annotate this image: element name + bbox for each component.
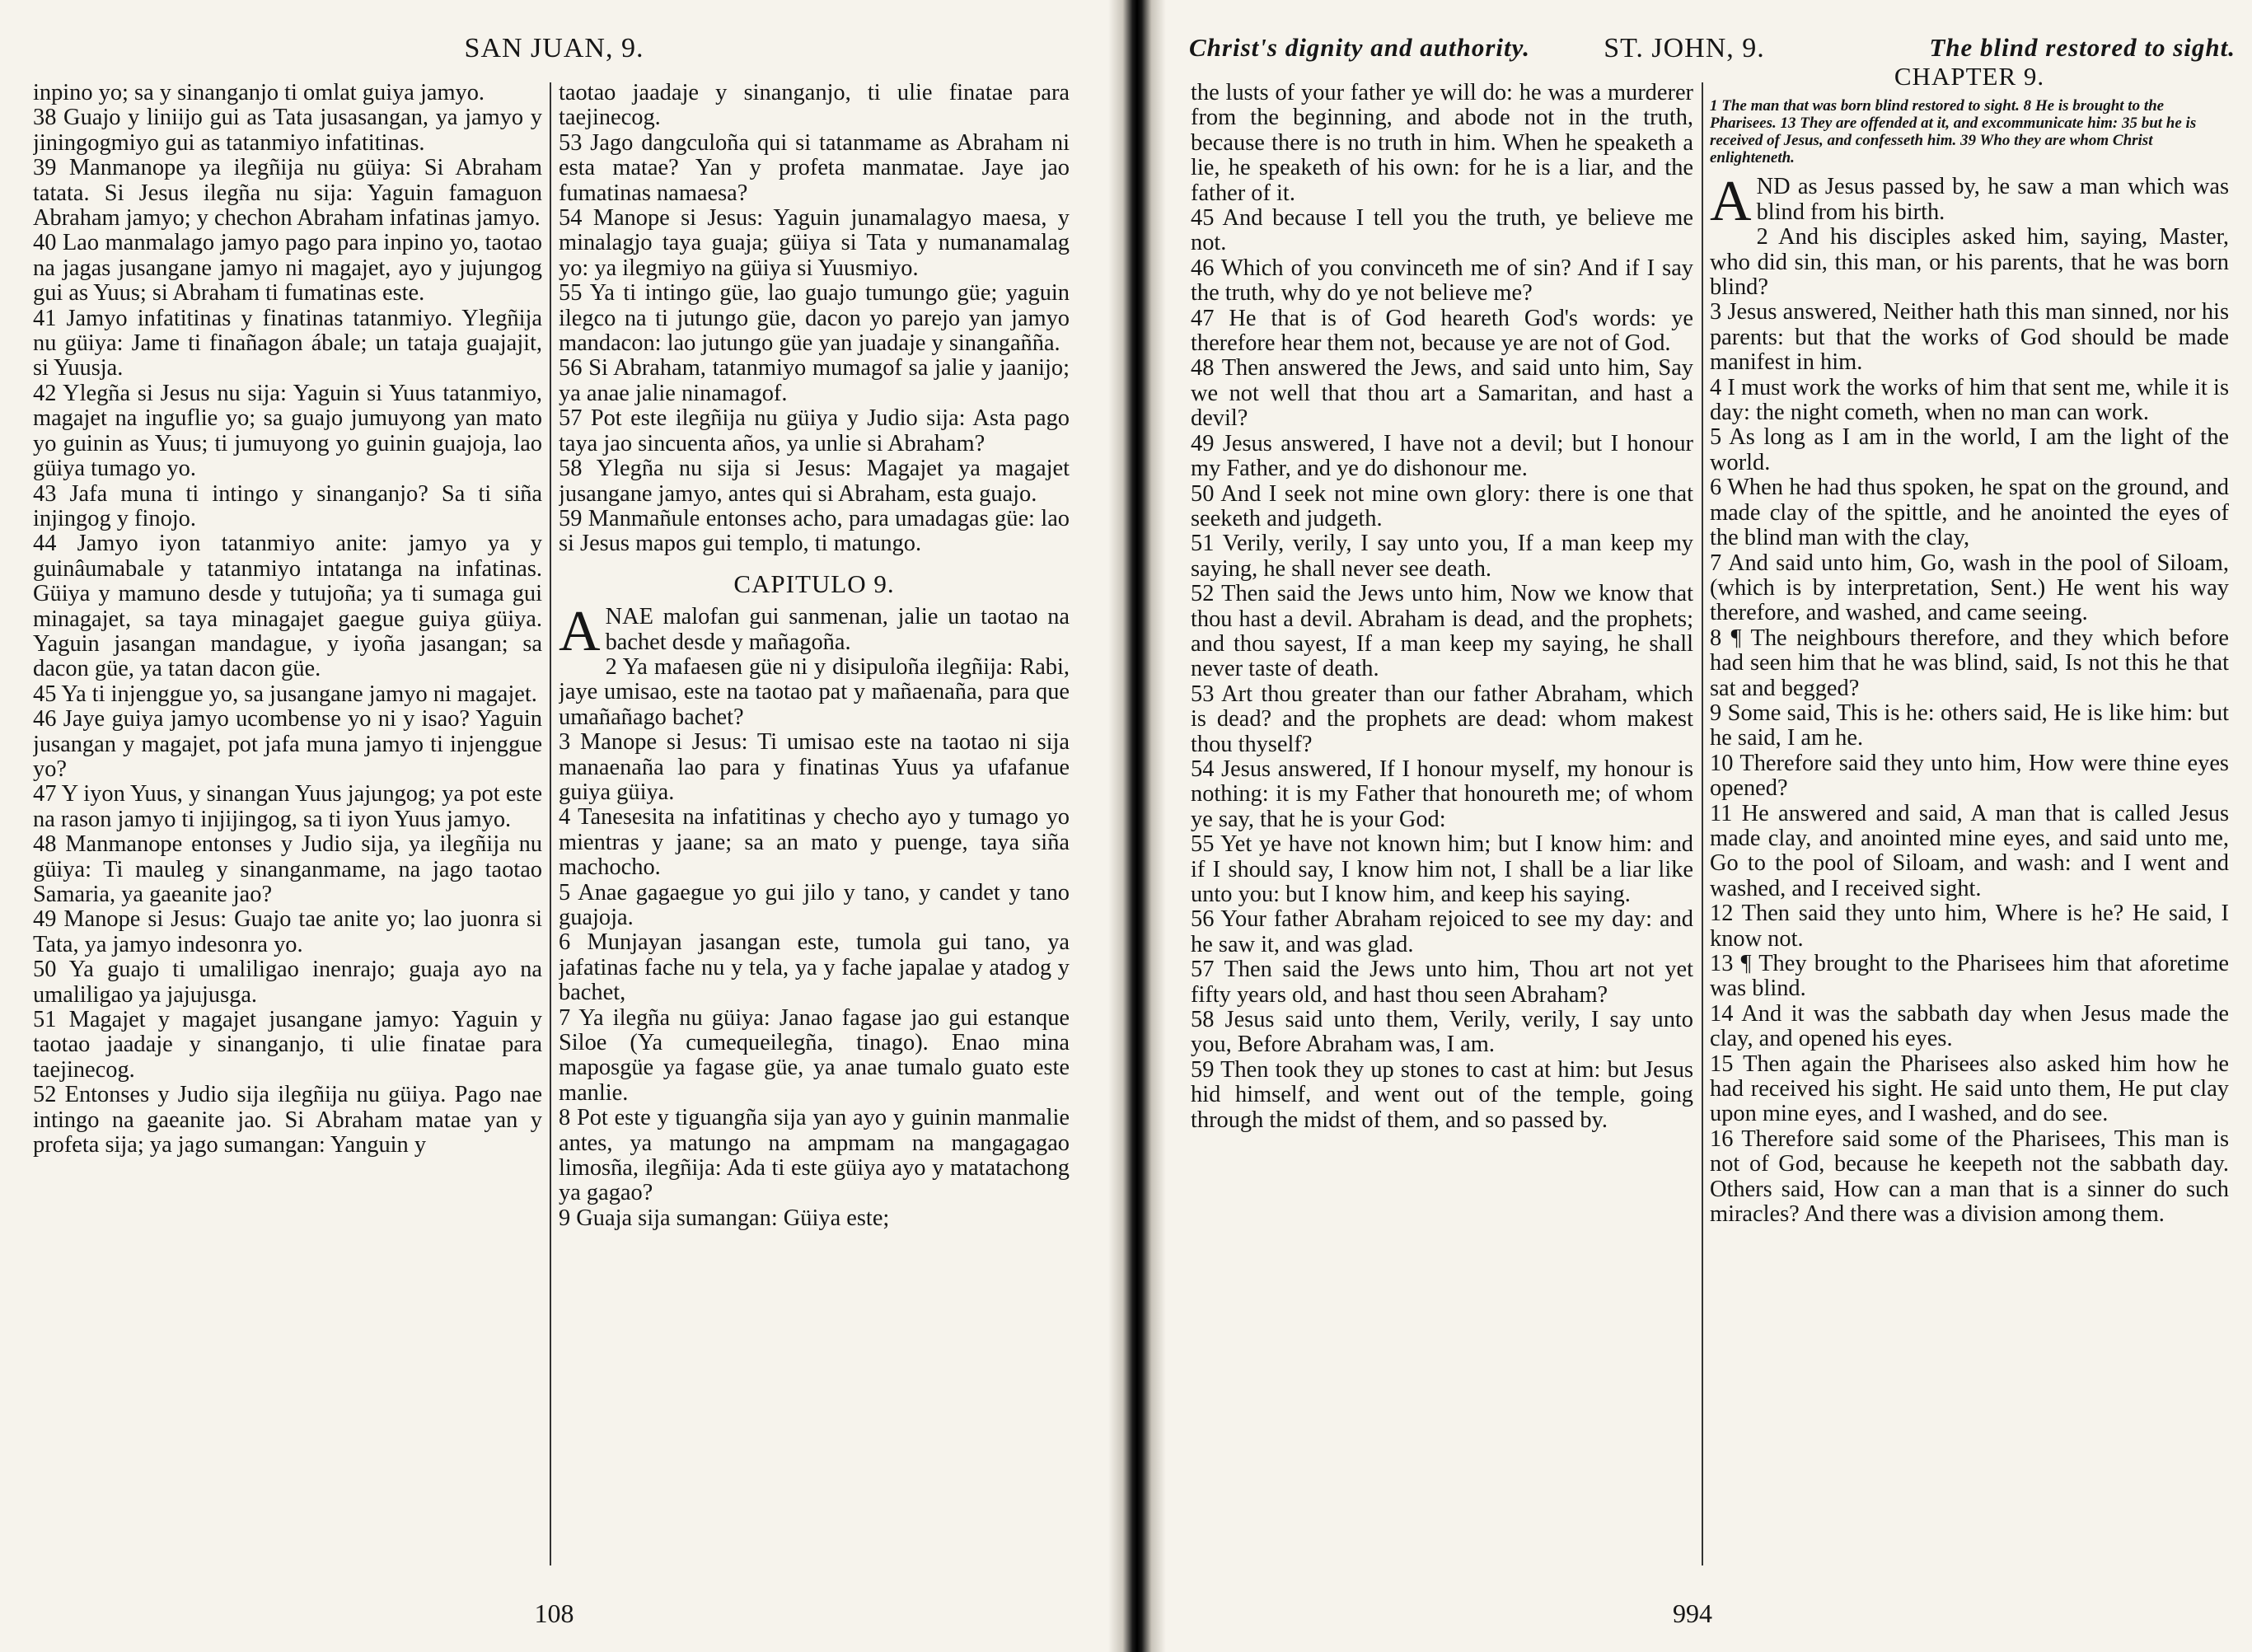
right-column-1 bbox=[1191, 81, 1693, 1570]
verse-paragraph: 7 Ya ilegña nu güiya: Janao fagase jao gui estanque Siloe (Ya cumequeilegña, tinago). Enao mina maposgüe ya fagase güe, ya anae tumalo guato este manlie. bbox=[559, 1004, 1070, 1106]
right-column-rule bbox=[1702, 82, 1703, 1565]
right-page bbox=[1166, 0, 2252, 1652]
left-header-title: SAN JUAN, 9. bbox=[464, 33, 644, 63]
left-col2-verses-bottom bbox=[559, 655, 1070, 1231]
left-column-2 bbox=[559, 81, 1070, 1570]
verse-paragraph: 54 Manope si Jesus: Yaguin junamalagyo maesa, y minalagjo taya guaja; güiya si Tata y numanamalag yo: ya ilegmiyo na güiya si Yuusmiyo. bbox=[559, 205, 1070, 281]
right-header-title: ST. JOHN, 9. bbox=[1604, 33, 1765, 63]
verse-paragraph: 49 Jesus answered, I have not a devil; but I honour my Father, and ye do dishonour me. bbox=[1191, 430, 1693, 482]
left-chapter-first-text: NAE malofan gui sanmenan, jalie un taotao na bachet desde y mañagoña. bbox=[605, 604, 1070, 655]
left-column-1 bbox=[33, 81, 542, 1570]
verse-paragraph: 45 Ya ti injenggue yo, sa jusangane jamyo ni magajet. bbox=[33, 681, 537, 707]
verse-paragraph: 48 Manmanope entonses y Judio sija, ya ilegñija nu güiya: Ti mauleg y sinanganmame, na jago taotao Samaria, ya gaeanite jao? bbox=[33, 831, 542, 907]
verse-paragraph: 58 Ylegña nu sija si Jesus: Magajet ya magajet jusangane jamyo, antes qui si Abraham, esta guajo. bbox=[559, 456, 1070, 507]
verse-paragraph: 59 Then took they up stones to cast at him: but Jesus hid himself, and went out of the temple, going through the midst of them, and so passed by. bbox=[1191, 1056, 1693, 1133]
verse-paragraph: 51 Magajet y magajet jusangane jamyo: Yaguin y taotao jaadaje y sinanganjo, ti ulie finatae para taejinecog. bbox=[33, 1007, 542, 1083]
verse-paragraph: 56 Si Abraham, tatanmiyo mumagof sa jalie y jaanijo; ya anae jalie ninamagof. bbox=[559, 355, 1070, 406]
verse-paragraph: 16 Therefore said some of the Pharisees, This man is not of God, because he keepeth not the sabbath day. Others said, How can a man that is a sinner do such miracles? And there was a division among them. bbox=[1710, 1126, 2229, 1228]
verse-paragraph: 12 Then said they unto him, Where is he? He said, I know not. bbox=[1710, 901, 2229, 952]
verse-paragraph: 15 Then again the Pharisees also asked him how he had received his sight. He said unto them, He put clay upon mine eyes, and I washed, and do see. bbox=[1710, 1051, 2229, 1127]
verse-paragraph: inpino yo; sa y sinanganjo ti omlat guiya jamyo. bbox=[33, 81, 485, 105]
verse-paragraph: 9 Guaja sija sumangan: Güiya este; bbox=[559, 1205, 890, 1231]
right-chapter-first-text: ND as Jesus passed by, he saw a man which was blind from his birth. bbox=[1756, 174, 2229, 225]
left-chapter-opening bbox=[559, 600, 1070, 664]
right-drop-cap: A bbox=[1710, 170, 1752, 234]
right-column-2 bbox=[1710, 58, 2229, 1570]
verse-paragraph: 4 I must work the works of him that sent me, while it is day: the night cometh, when no man can work. bbox=[1710, 374, 2229, 426]
right-chapter-opening bbox=[1710, 170, 2229, 234]
verse-paragraph: 41 Jamyo infatitinas y finatinas tatanmiyo. Ylegñija nu güiya: Jame ti finañagon ábale; un tataja guajajit, si Yuusja. bbox=[33, 305, 542, 381]
verse-paragraph: 11 He answered and said, A man that is called Jesus made clay, and anointed mine eyes, and said unto me, Go to the pool of Siloam, and wash: and I went and washed, and I received sight. bbox=[1710, 800, 2229, 901]
verse-paragraph: 59 Manmañule entonses acho, para umadagas güe: lao si Jesus mapos gui templo, ti matungo. bbox=[559, 505, 1070, 557]
verse-paragraph: 7 And said unto him, Go, wash in the pool of Siloam, (which is by interpretation, Sent.) He went his way therefore, and washed, and came seeing. bbox=[1710, 550, 2229, 626]
verse-paragraph: 57 Pot este ilegñija nu güiya y Judio sija: Asta pago taya jao sincuenta años, ya unlie si Abraham? bbox=[559, 405, 1070, 456]
verse-paragraph: 9 Some said, This is he: others said, He is like him: but he said, I am he. bbox=[1710, 700, 2229, 751]
verse-paragraph: 10 Therefore said they unto him, How were thine eyes opened? bbox=[1710, 750, 2229, 802]
verse-paragraph: 8 Pot este y tiguangña sija yan ayo y guinin manmalie antes, ya matungo na ampmam na mangagagao limosña, ilegñija: Ada ti este güiya ayo y matatachong ya gagao? bbox=[559, 1105, 1070, 1206]
verse-paragraph: 55 Yet ye have not known him; but I know him: and if I should say, I know him not, I shall be a liar like unto you: but I know him, and keep his saying. bbox=[1191, 831, 1693, 907]
right-chapter-summary: 1 The man that was born blind restored to sight. 8 He is brought to the Pharisees. 13 They are offended at it, and excommunicate him: 35 but he is received of Jesus, and confesseth him. 39 Who they are whom Christ enlighteneth. bbox=[1710, 97, 2197, 167]
verse-paragraph: 54 Jesus answered, If I honour myself, my honour is nothing: it is my Father that honoureth me; of whom ye say, that he is your God: bbox=[1191, 756, 1693, 832]
left-col2-verses-top bbox=[559, 81, 1070, 557]
verse-paragraph: 14 And it was the sabbath day when Jesus made the clay, and opened his eyes. bbox=[1710, 1000, 2229, 1052]
verse-paragraph: 48 Then answered the Jews, and said unto him, Say we not well that thou art a Samaritan, and hast a devil? bbox=[1191, 355, 1693, 432]
verse-paragraph: 6 Munjayan jasangan este, tumola gui tano, ya jafatinas fache nu y tela, ya y fache japalae y atadog y bachet, bbox=[559, 929, 1070, 1006]
left-chapter-heading: CAPITULO 9. bbox=[733, 569, 895, 598]
verse-paragraph: 38 Guajo y liniijo gui as Tata jusasangan, ya jamyo y jiningogmiyo gui as tatanmiyo infatitinas. bbox=[33, 105, 542, 156]
verse-paragraph: 53 Jago dangculoña qui si tatanmame as Abraham ni esta matae? Yan y profeta manmatae. Jaye jao fumatinas namaesa? bbox=[559, 129, 1070, 206]
verse-paragraph: taotao jaadaje y sinanganjo, ti ulie finatae para taejinecog. bbox=[559, 81, 1070, 131]
book-gutter bbox=[1108, 0, 1166, 1652]
verse-paragraph: 5 As long as I am in the world, I am the light of the world. bbox=[1710, 424, 2229, 475]
verse-paragraph: 8 ¶ The neighbours therefore, and they which before had seen him that he was blind, said, Is not this he that sat and begged? bbox=[1710, 625, 2229, 701]
verse-paragraph: 49 Manope si Jesus: Guajo tae anite yo; lao juonra si Tata, ya jamyo indesonra yo. bbox=[33, 906, 542, 957]
verse-paragraph: 39 Manmanope ya ilegñija nu güiya: Si Abraham tatata. Si Jesus ilegña nu sija: Yaguin famaguon Abraham jamyo; y chechon Abraham infatinas jamyo. bbox=[33, 155, 542, 232]
verse-paragraph: 58 Jesus said unto them, Verily, verily, I say unto you, Before Abraham was, I am. bbox=[1191, 1007, 1693, 1058]
left-running-header bbox=[0, 33, 1108, 73]
verse-paragraph: 52 Entonses y Judio sija ilegñija nu güiya. Pago nae intingo na gaeanite jao. Si Abraham matae yan y profeta sija; ya jago sumangan: Yanguin y bbox=[33, 1082, 542, 1158]
verse-paragraph: 57 Then said the Jews unto him, Thou art not yet fifty years old, and hast thou seen Abraham? bbox=[1191, 957, 1693, 1008]
verse-paragraph: 44 Jamyo iyon tatanmiyo anite: jamyo ya y guinâumabale y tatanmiyo intatanga na infatinas. Güiya y mamuno desde y tutujoña; ya ti sumaga gui minagajet, sa taya minagajet gaegue guiya güiya. Yaguin jasangan mandague, y iyoña jasangan; sa dacon güe, ya tatan dacon güe. bbox=[33, 531, 542, 682]
verse-paragraph: 50 Ya guajo ti umaliligao inenrajo; guaja ayo na umaliligao ya jajujusga. bbox=[33, 957, 542, 1008]
verse-paragraph: 4 Tanesesita na infatitinas y checho ayo y tumago yo mientras y jaane; sa an mato y puenge, taya siña machocho. bbox=[559, 804, 1070, 881]
verse-paragraph: 6 When he had thus spoken, he spat on the ground, and made clay of the spittle, and he anointed the eyes of the blind man with the clay, bbox=[1710, 475, 2229, 551]
verse-paragraph: 46 Jaye guiya jamyo ucombense yo ni y isao? Yaguin jusangan y magajet, pot jafa muna jamyo ti injenggue yo? bbox=[33, 706, 542, 782]
verse-paragraph: 43 Jafa muna ti intingo y sinanganjo? Sa ti siña injingog y finojo. bbox=[33, 480, 542, 531]
verse-paragraph: 47 Y iyon Yuus, y sinangan Yuus jajungog; ya pot este na rason jamyo ti injijingog, sa ti iyon Yuus jamyo. bbox=[33, 781, 542, 832]
left-drop-cap: A bbox=[559, 600, 601, 664]
verse-paragraph: 42 Ylegña si Jesus nu sija: Yaguin si Yuus tatanmiyo, magajet na inguflie yo; sa guajo jumuyong yan mato yo guinin as Yuus; ti jumuyong yo guinin guajoja, lao güiya tumago yo. bbox=[33, 380, 542, 482]
verse-paragraph: 56 Your father Abraham rejoiced to see my day: and he saw it, and was glad. bbox=[1191, 906, 1693, 957]
verse-paragraph: 50 And I seek not mine own glory: there is one that seeketh and judgeth. bbox=[1191, 480, 1693, 531]
verse-paragraph: the lusts of your father ye will do: he was a murderer from the beginning, and abode not in the truth, because there is no truth in him. When he speaketh a lie, he speaketh of his own: for he is a liar, and the father of it. bbox=[1191, 81, 1693, 206]
left-page-number: 108 bbox=[534, 1598, 574, 1628]
verse-paragraph: 45 And because I tell you the truth, ye believe me not. bbox=[1191, 205, 1693, 256]
verse-paragraph: 51 Verily, verily, I say unto you, If a man keep my saying, he shall never see death. bbox=[1191, 531, 1693, 582]
verse-paragraph: 2 And his disciples asked him, saying, Master, who did sin, this man, or his parents, that he was born blind? bbox=[1710, 224, 2229, 301]
verse-paragraph: 46 Which of you convinceth me of sin? And if I say the truth, why do ye not believe me? bbox=[1191, 255, 1693, 307]
verse-paragraph: 5 Anae gagaegue yo gui jilo y tano, y candet y tano guajoja. bbox=[559, 879, 1070, 930]
verse-paragraph: 53 Art thou greater than our father Abraham, which is dead? and the prophets are dead: whom makest thou thyself? bbox=[1191, 681, 1693, 757]
verse-paragraph: 55 Ya ti intingo güe, lao guajo tumungo güe; yaguin ilegco na ti jutungo güe, dacon yo parejo yan jamyo mandacon: lao jutungo güe yan juadaje y sinangañña. bbox=[559, 280, 1070, 357]
left-column-rule bbox=[550, 82, 551, 1565]
right-header-right: The blind restored to sight. bbox=[1929, 33, 2236, 62]
left-page bbox=[0, 0, 1108, 1652]
verse-paragraph: 47 He that is of God heareth God's words: ye therefore hear them not, because ye are not of God. bbox=[1191, 305, 1693, 357]
verse-paragraph: 13 ¶ They brought to the Pharisees him that aforetime was blind. bbox=[1710, 951, 2229, 1002]
right-chapter-heading: CHAPTER 9. bbox=[1894, 62, 2045, 91]
verse-paragraph: 3 Jesus answered, Neither hath this man sinned, nor his parents: but that the works of God should be made manifest in him. bbox=[1710, 299, 2229, 376]
verse-paragraph: 52 Then said the Jews unto him, Now we know that thou hast a devil. Abraham is dead, and the prophets; and thou sayest, If a man keep my saying, he shall never taste of death. bbox=[1191, 581, 1693, 682]
verse-paragraph: 2 Ya mafaesen güe ni y disipuloña ilegñija: Rabi, jaye umisao, este na taotao pat y mañaenaña, para que umañañago bachet? bbox=[559, 653, 1070, 730]
right-header-left: Christ's dignity and authority. bbox=[1189, 33, 1531, 62]
right-col2-verses bbox=[1710, 225, 2229, 1227]
right-page-number: 994 bbox=[1673, 1598, 1712, 1628]
verse-paragraph: 3 Manope si Jesus: Ti umisao este na taotao ni sija manaenaña lao para y finatinas Yuus ya ufafanue guiya güiya. bbox=[559, 729, 1070, 805]
verse-paragraph: 40 Lao manmalago jamyo pago para inpino yo, taotao na jagas jusangane jamyo ni magajet, ayo y jujungog gui as Yuus; si Abraham ti fumatinas este. bbox=[33, 230, 542, 307]
